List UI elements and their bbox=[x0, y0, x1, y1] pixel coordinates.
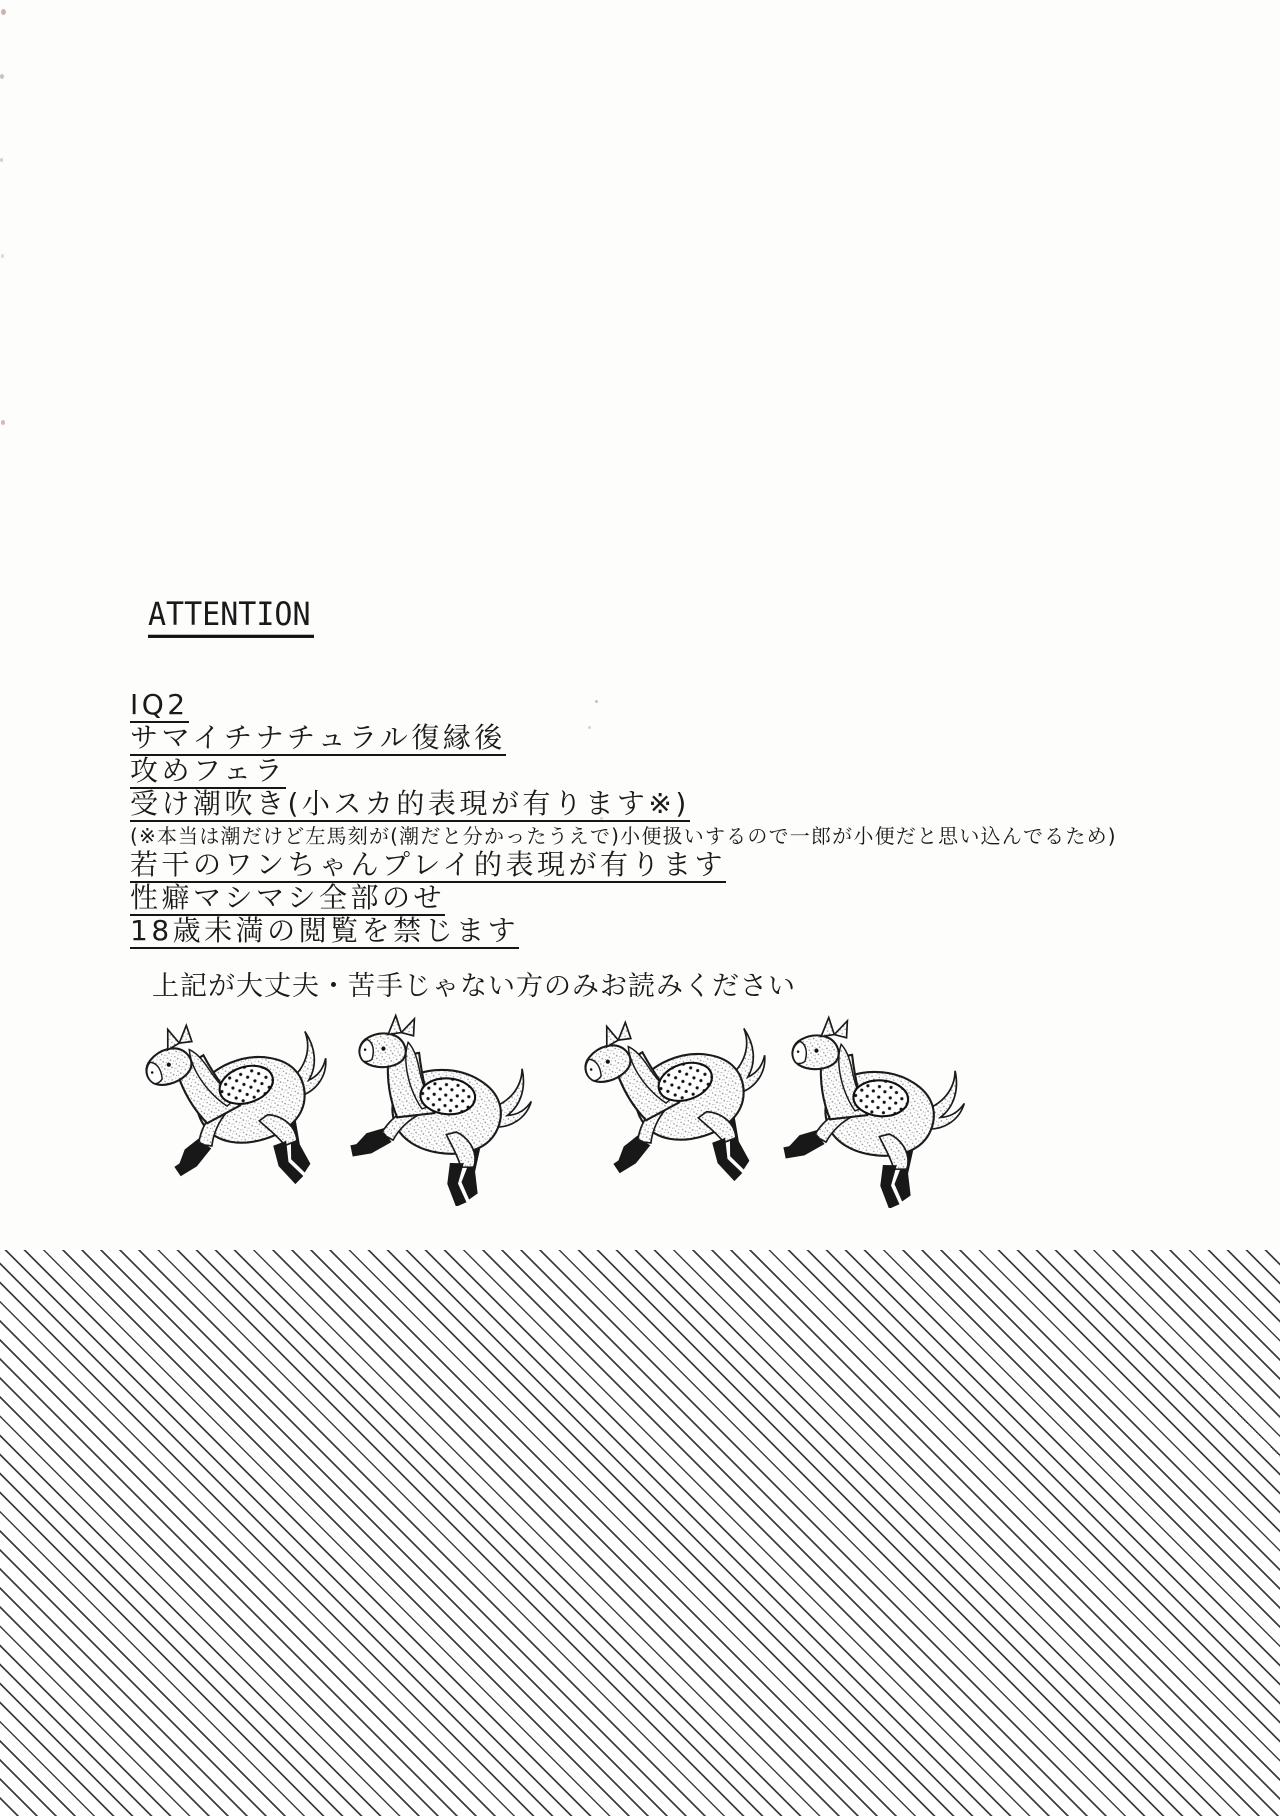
warning-line: 受け潮吹き(小スカ的表現が有ります※) bbox=[130, 787, 690, 820]
attention-heading: ATTENTION bbox=[148, 598, 314, 638]
horse-icon bbox=[138, 998, 343, 1198]
horse-icon bbox=[333, 1006, 538, 1206]
warning-line: 性癖マシマシ全部のせ bbox=[130, 881, 446, 914]
horse-icon bbox=[577, 995, 782, 1195]
diagonal-hatch-pattern bbox=[0, 1250, 1280, 1816]
warning-line: IQ2 bbox=[130, 688, 189, 721]
warning-line: (※本当は潮だけど左馬刻が(潮だと分かったうえで)小便扱いするので一郎が小便だと思い込んでるため) bbox=[130, 824, 1117, 848]
warning-line: 18歳未満の閲覧を禁じます bbox=[130, 914, 520, 947]
horse-illustration bbox=[577, 995, 782, 1195]
horse-illustration bbox=[333, 1006, 538, 1206]
horse-illustration bbox=[138, 998, 343, 1198]
warning-line: サマイチナチュラル復縁後 bbox=[130, 721, 506, 754]
scan-speck bbox=[1, 420, 5, 425]
horse-illustration bbox=[766, 1008, 971, 1208]
warning-line: 若干のワンちゃんプレイ的表現が有ります bbox=[130, 848, 726, 881]
warning-line: 攻めフェラ bbox=[130, 754, 287, 787]
scan-speck bbox=[1, 9, 6, 15]
scan-speck bbox=[0, 74, 4, 79]
scan-speck bbox=[0, 158, 3, 162]
scan-speck bbox=[1, 254, 4, 258]
closing-note: 上記が大丈夫・苦手じゃない方のみお読みください bbox=[152, 971, 796, 1002]
horse-icon bbox=[766, 1008, 971, 1208]
warning-list bbox=[130, 690, 1117, 949]
